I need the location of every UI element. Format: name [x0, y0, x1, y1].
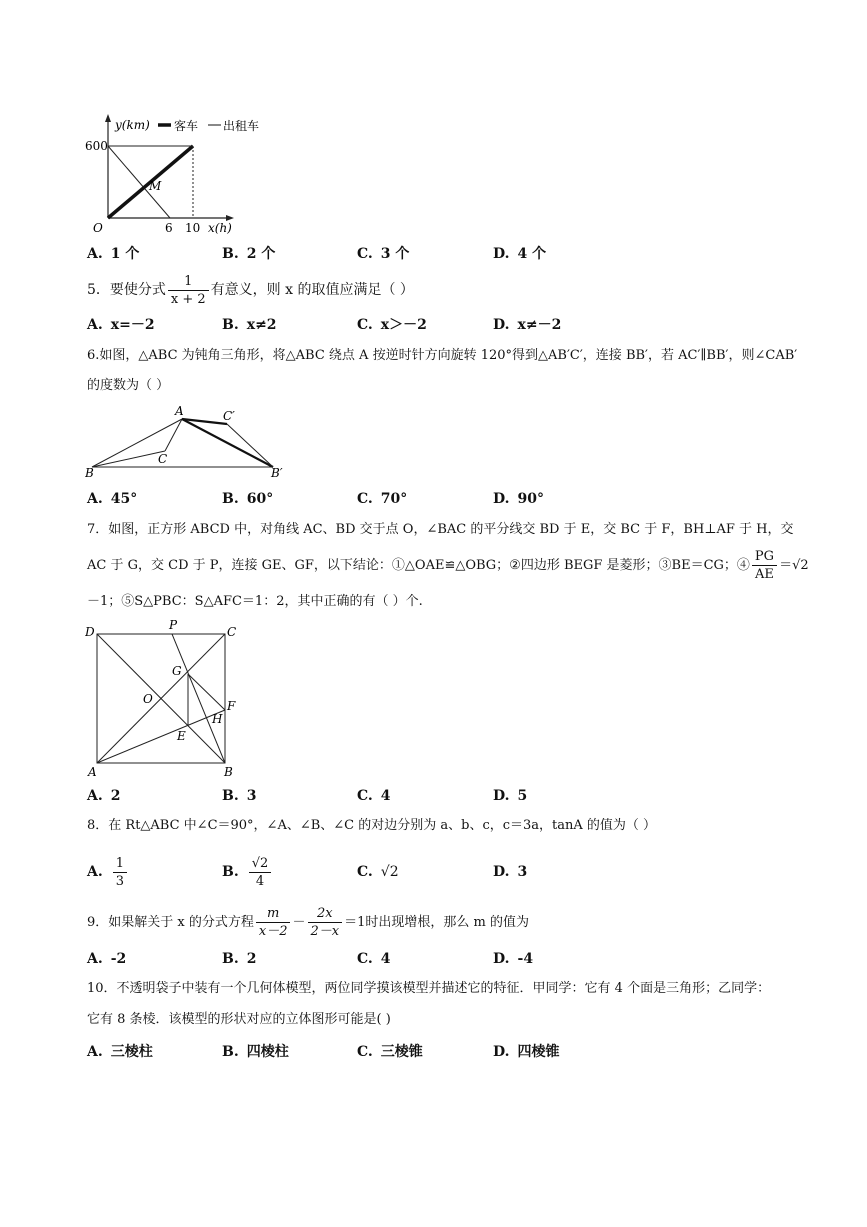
q9-option-d[interactable]: D. -4 — [493, 951, 534, 967]
y-tick-600: 600 — [85, 139, 108, 153]
q8-question: 8．在 Rt△ABC 中∠C＝90°，∠A、∠B、∠C 的对边分别为 a、b、c，c＝3a，tanA 的值为（ ） — [87, 818, 657, 833]
segment-BP — [172, 634, 225, 763]
segment-BC — [92, 451, 168, 467]
q4-distance-time-graph — [85, 110, 285, 240]
origin-label: O — [93, 221, 103, 235]
q6-option-c[interactable]: C. 70° — [357, 491, 408, 507]
y-axis-arrow — [105, 114, 111, 122]
q10-option-b[interactable]: B. 四棱柱 — [222, 1044, 289, 1060]
q5-fraction: $\frac{1}{x + 2}$ — [168, 273, 209, 308]
q7-question-line1: 7．如图，正方形 ABCD 中，对角线 AC、BD 交于点 O，∠BAC 的平分线交 BD 于 E，交 BC 于 F，BH⊥AF 于 H，交 — [87, 522, 794, 537]
q6-triangle-figure — [85, 402, 290, 482]
label-P: P — [169, 618, 178, 632]
q9-fraction-2x: $\frac{2x}{2-x}$ — [308, 905, 343, 940]
label-Cp: C′ — [223, 409, 235, 423]
label-A: A — [88, 765, 97, 779]
segment-ABp — [182, 419, 273, 467]
q6-option-b[interactable]: B. 60° — [222, 491, 274, 507]
q6-option-d[interactable]: D. 90° — [493, 491, 544, 507]
q4-option-b[interactable]: B. 2 个 — [222, 246, 276, 262]
q7-option-d[interactable]: D. 5 — [493, 788, 528, 804]
q4-option-d[interactable]: D. 4 个 — [493, 246, 547, 262]
q5-option-a[interactable]: A. x=－2 — [87, 317, 155, 333]
q8-option-b-fraction: $\frac{√2}{4}$ — [249, 855, 272, 890]
q8-option-a[interactable]: A. $\frac{1}{3}$ — [87, 853, 129, 891]
q10-question-line2: 它有 8 条棱．该模型的形状对应的立体图形可能是( ) — [87, 1012, 391, 1027]
q7-option-b[interactable]: B. 3 — [222, 788, 257, 804]
q7-option-c[interactable]: C. 4 — [357, 788, 391, 804]
segment-GF — [188, 674, 225, 710]
label-A: A — [175, 404, 184, 418]
q7-fraction-pg-ae: $\frac{PG}{AE}$ — [752, 548, 777, 583]
q7-option-a[interactable]: A. 2 — [87, 788, 121, 804]
legend-bus-label: 客车 — [174, 119, 199, 133]
q8-option-a-fraction: $\frac{1}{3}$ — [113, 855, 127, 890]
x-axis-label: x(h) — [208, 221, 232, 235]
label-C: C — [158, 452, 168, 466]
q9-option-a[interactable]: A. -2 — [87, 951, 127, 967]
q5-option-c[interactable]: C. x＞－2 — [357, 317, 427, 333]
q4-option-a[interactable]: A. 1 个 — [87, 246, 140, 262]
q9-question: 9．如果解关于 x 的分式方程 $\frac{m}{x-2}$ － $\frac{2x}{2-x}$ ＝1时出现增根，那么 m 的值为 — [87, 906, 529, 939]
q5-option-b[interactable]: B. x≠2 — [222, 317, 277, 333]
label-E: E — [177, 729, 186, 743]
q10-option-d[interactable]: D. 四棱锥 — [493, 1044, 560, 1060]
y-axis-label: y(km) — [115, 118, 150, 132]
x-tick-10: 10 — [185, 221, 201, 235]
q8-option-d[interactable]: D. 3 — [493, 864, 528, 880]
q9-fraction-m: $\frac{m}{x-2}$ — [256, 905, 291, 940]
q9-option-c[interactable]: C. 4 — [357, 951, 391, 967]
segment-AF — [97, 710, 225, 763]
label-G: G — [172, 664, 182, 678]
q8-option-b[interactable]: B. $\frac{√2}{4}$ — [222, 853, 273, 891]
q7-square-figure — [85, 618, 245, 780]
q8-option-c[interactable]: C. √2 — [357, 864, 399, 880]
q6-question-line1: 6.如图，△ABC 为钝角三角形，将△ABC 绕点 A 按逆时针方向旋转 120°得到△AB′C′，连接 BB′，若 AC′∥BB′，则∠CAB′ — [87, 348, 798, 363]
label-O: O — [143, 692, 153, 706]
q9-option-b[interactable]: B. 2 — [222, 951, 257, 967]
label-F: F — [227, 699, 236, 713]
label-B: B — [224, 765, 233, 779]
x-tick-6: 6 — [165, 221, 173, 235]
q5-option-d[interactable]: D. x≠－2 — [493, 317, 562, 333]
q10-question-line1: 10．不透明袋子中装有一个几何体模型，两位同学摸该模型并描述它的特征．甲同学：它有 4 个面是三角形；乙同学： — [87, 981, 771, 996]
label-B: B — [85, 466, 94, 480]
q7-question-line2: AC 于 G，交 CD 于 P，连接 GE、GF，以下结论：①△OAE≌△OBG；②四边形 BEGF 是菱形；③BE＝CG；④ $\frac{PG}{AE}$ ＝√2 — [87, 549, 809, 582]
legend-taxi-label: 出租车 — [223, 119, 260, 133]
label-D: D — [85, 625, 95, 639]
q4-option-c[interactable]: C. 3 个 — [357, 246, 410, 262]
label-Bp: B′ — [271, 466, 283, 480]
q10-option-a[interactable]: A. 三棱柱 — [87, 1044, 153, 1060]
label-C: C — [227, 625, 237, 639]
segment-BA — [92, 419, 182, 467]
q6-option-a[interactable]: A. 45° — [87, 491, 138, 507]
q5-question: 5．要使分式 $\frac{1}{x + 2}$ 有意义，则 x 的取值应满足（ ） — [87, 273, 414, 307]
q10-option-c[interactable]: C. 三棱锥 — [357, 1044, 423, 1060]
q6-question-line2: 的度数为（ ） — [87, 378, 170, 393]
q7-question-line3: －1；⑤S△PBC：S△AFC＝1：2，其中正确的有（ ）个. — [87, 594, 423, 609]
point-m-label: M — [149, 179, 162, 193]
label-H: H — [212, 712, 223, 726]
